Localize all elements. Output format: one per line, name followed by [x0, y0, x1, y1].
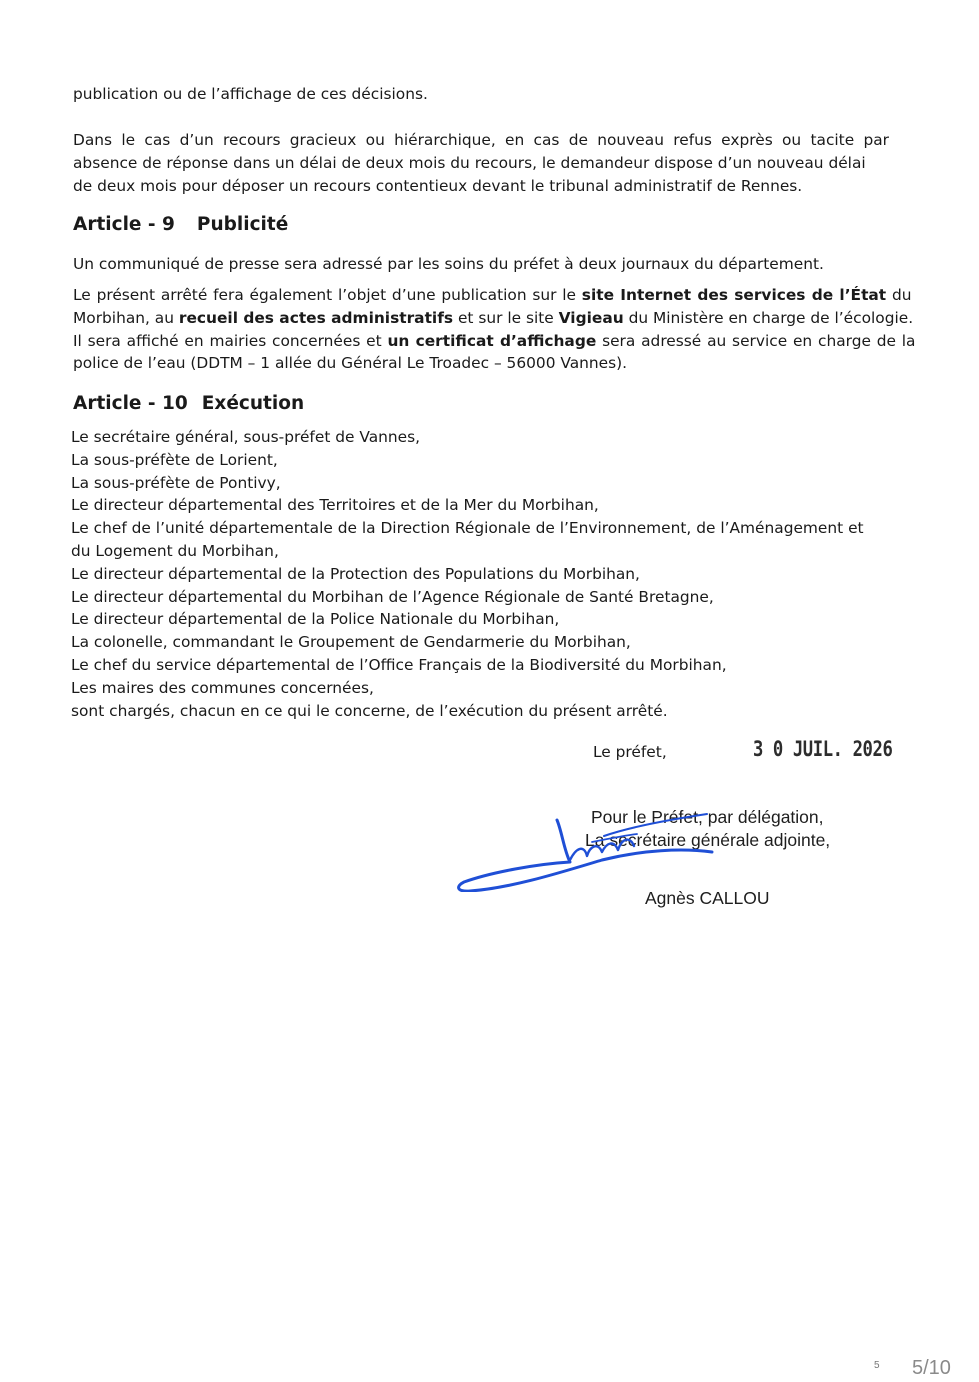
executor-line: La sous-préfète de Pontivy, — [71, 473, 281, 492]
article-10-number: Article - 10 — [73, 393, 188, 414]
role-line: La secrétaire générale adjointe, — [585, 830, 831, 850]
article-9-title: Publicité — [196, 214, 289, 235]
article-9-p2-line-1: Le présent arrêté fera également l’objet d’une publication sur le site Internet des services de l’État du — [73, 286, 912, 304]
page-number: 5/10 — [912, 1357, 951, 1379]
executor-line: Le chef du service départemental de l’Office Français de la Biodiversité du Morbihan, — [71, 655, 727, 674]
executor-line: Les maires des communes concernées, — [71, 678, 374, 697]
handwritten-signature — [452, 802, 752, 892]
executor-line: Le directeur départemental du Morbihan de l’Agence Régionale de Santé Bretagne, — [71, 587, 714, 606]
article-9-p2-line-2: Morbihan, au recueil des actes administratifs et sur le site Vigieau du Ministère en charge de l’écologie. — [73, 308, 914, 327]
article-9-number: Article - 9 — [73, 214, 175, 235]
executor-line: Le directeur départemental de la Protection des Populations du Morbihan, — [71, 564, 640, 583]
article-9-heading — [73, 213, 288, 237]
intro-line: publication ou de l’affichage de ces décisions. — [73, 85, 428, 103]
site-internet-etat: site Internet des services de l’État — [581, 286, 887, 304]
executor-line: du Logement du Morbihan, — [71, 541, 279, 560]
footer-small-mark: 5 — [874, 1360, 880, 1371]
vigieau: Vigieau — [558, 308, 624, 327]
executor-line: Le secrétaire général, sous-préfet de Vannes, — [71, 428, 421, 446]
le-prefet-label: Le préfet, — [593, 743, 667, 761]
delegation-line: Pour le Préfet, par délégation, — [591, 807, 824, 827]
article-9-p2-line-3: Il sera affiché en mairies concernées et un certificat d’affichage sera adressé au service en charge de la — [73, 331, 916, 350]
article-10-title: Exécution — [201, 393, 305, 414]
recours-paragraph — [73, 129, 889, 197]
article-10-list — [71, 426, 887, 722]
recueil-actes: recueil des actes administratifs — [178, 308, 454, 327]
executor-line: Le directeur départemental des Territoires et de la Mer du Morbihan, — [71, 496, 599, 515]
executor-line: Le directeur départemental de la Police Nationale du Morbihan, — [71, 610, 560, 629]
recours-line-2: absence de réponse dans un délai de deux mois du recours, le demandeur dispose d’un nouveau délai — [73, 153, 866, 172]
executor-line: Le chef de l’unité départementale de la Direction Régionale de l’Environnement, de l’Aménagement et — [71, 519, 864, 538]
article-9-paragraph-1: Un communiqué de presse sera adressé par les soins du préfet à deux journaux du département. — [73, 255, 824, 273]
article-10-heading — [73, 392, 304, 416]
date-stamp: 3 0 JUIL. 2026 — [753, 737, 893, 761]
recours-line-3: de deux mois pour déposer un recours contentieux devant le tribunal administratif de Rennes. — [73, 176, 803, 195]
executor-line: La sous-préfète de Lorient, — [71, 450, 278, 469]
executor-line: sont chargés, chacun en ce qui le concerne, de l’exécution du présent arrêté. — [71, 701, 668, 720]
certificat-affichage: un certificat d’affichage — [387, 331, 597, 350]
article-9-p2-line-4: police de l’eau (DDTM – 1 allée du Général Le Troadec – 56000 Vannes). — [73, 354, 628, 373]
signatory-name: Agnès CALLOU — [645, 888, 770, 908]
recours-line-1: Dans le cas d’un recours gracieux ou hiérarchique, en cas de nouveau refus exprès ou tacite par — [73, 131, 889, 149]
executor-line: La colonelle, commandant le Groupement de Gendarmerie du Morbihan, — [71, 633, 631, 652]
article-9-paragraph-2 — [73, 284, 916, 375]
